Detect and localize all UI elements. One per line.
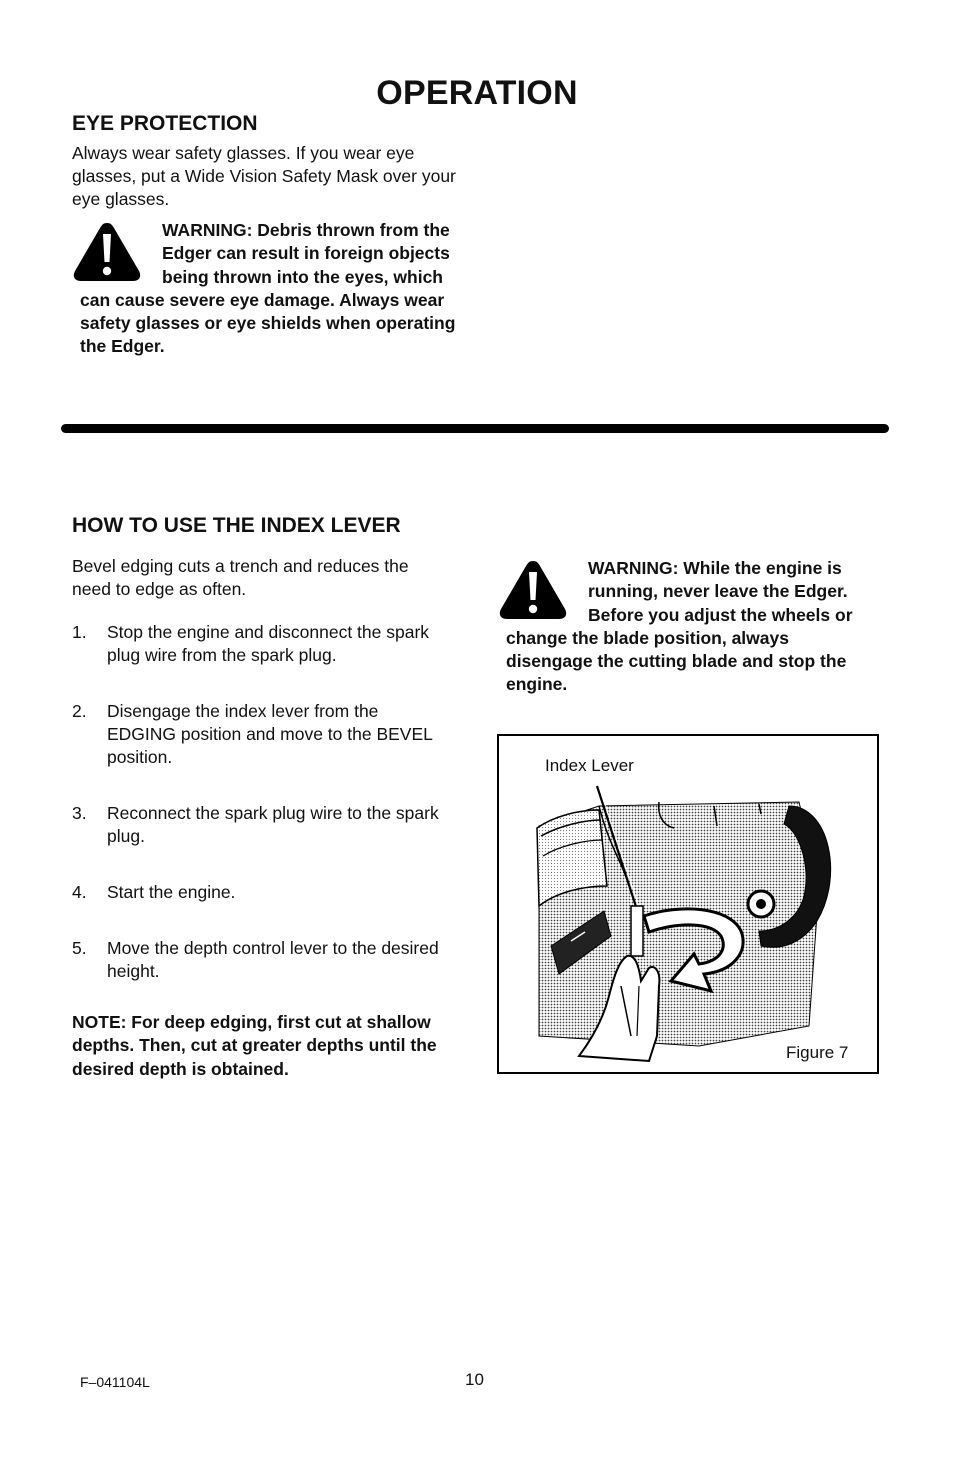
- step-text: Move the depth control lever to the desired height.: [107, 938, 439, 981]
- page-title: OPERATION: [376, 74, 578, 112]
- depth-note: NOTE: For deep edging, first cut at shallow depths. Then, cut at greater depths until the desired depth is obtained.: [72, 1012, 437, 1079]
- index-lever-label: Index Lever: [545, 756, 634, 775]
- step-number: 1.: [72, 622, 87, 642]
- index-lever-illustration: [499, 736, 877, 1072]
- eye-protection-section: [72, 112, 460, 211]
- warning-exclamation-icon: [498, 559, 568, 621]
- instruction-steps: [72, 621, 447, 983]
- step-number: 2.: [72, 701, 87, 721]
- page-number: 10: [465, 1370, 484, 1389]
- list-item: [72, 802, 447, 848]
- index-lever-section: [72, 514, 447, 1081]
- section-divider: [61, 424, 889, 433]
- document-code: F–041104L: [80, 1374, 150, 1390]
- step-text: Reconnect the spark plug wire to the spark plug.: [107, 803, 439, 846]
- step-text: Stop the engine and disconnect the spark plug wire from the spark plug.: [107, 622, 430, 665]
- list-item: [72, 700, 447, 769]
- engine-warning: [506, 557, 878, 697]
- figure-7: [497, 734, 879, 1074]
- step-number: 5.: [72, 938, 87, 958]
- eye-protection-body: Always wear safety glasses. If you wear eye glasses, put a Wide Vision Safety Mask over your eye glasses.: [72, 143, 456, 209]
- figure-caption: Figure 7: [786, 1043, 849, 1062]
- index-lever-heading: HOW TO USE THE INDEX LEVER: [72, 514, 401, 537]
- step-text: Disengage the index lever from the EDGING position and move to the BEVEL position.: [107, 701, 433, 767]
- step-number: 3.: [72, 803, 87, 823]
- list-item: [72, 937, 447, 983]
- step-number: 4.: [72, 882, 87, 902]
- step-text: Start the engine.: [107, 882, 236, 902]
- eye-protection-heading: EYE PROTECTION: [72, 112, 258, 135]
- index-lever-intro: Bevel edging cuts a trench and reduces the need to edge as often.: [72, 556, 409, 599]
- list-item: [72, 881, 447, 904]
- warning-exclamation-icon: [72, 221, 142, 283]
- warning-text: WARNING: While the engine is running, never leave the Edger. Before you adjust the wheels or change the blade position, always disengage the cutting blade and stop the engine.: [506, 558, 853, 695]
- list-item: [72, 621, 447, 667]
- warning-text: WARNING: Debris thrown from the Edger can result in foreign objects being thrown into the eyes, which can cause severe eye damage. Always wear safety glasses or eye shields when operating the Edger.: [80, 220, 456, 357]
- eye-protection-warning: [80, 219, 458, 359]
